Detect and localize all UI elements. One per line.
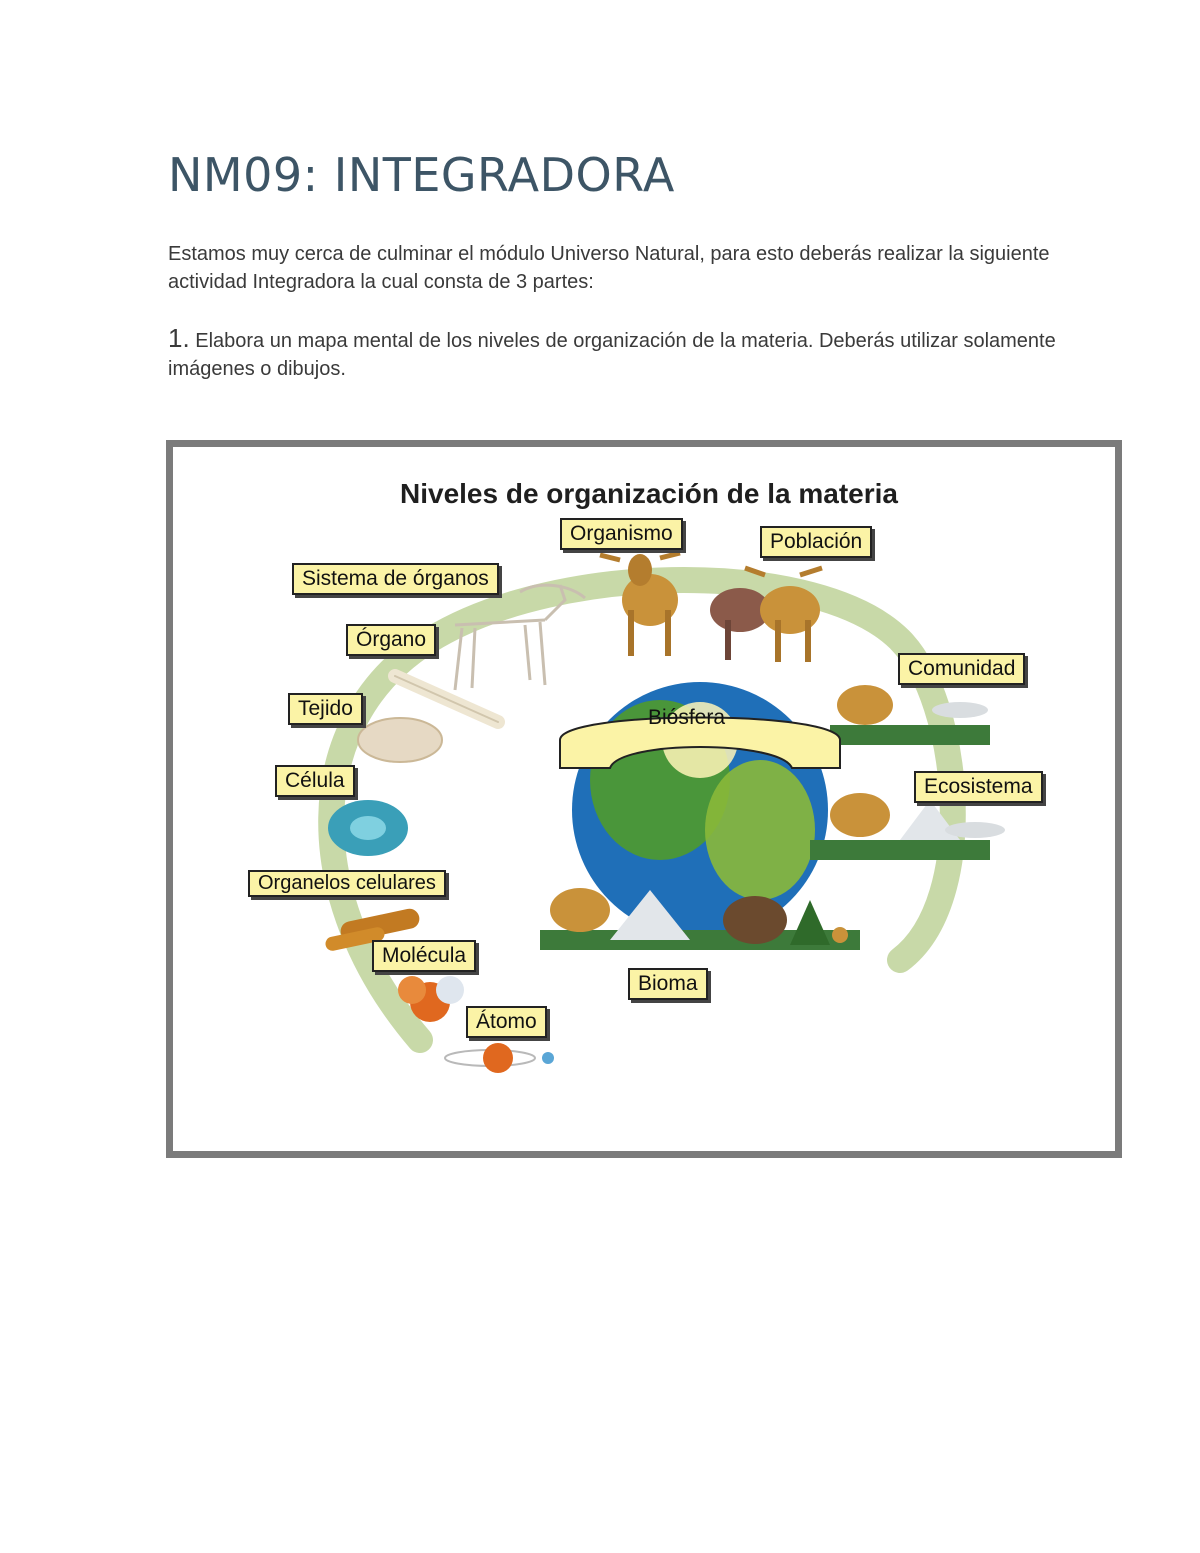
- community-scene-icon: [830, 685, 990, 745]
- label-ecosistema: Ecosistema: [914, 771, 1043, 803]
- label-atomo: Átomo: [466, 1006, 547, 1038]
- tissue-icon: [358, 718, 442, 762]
- task-number: 1.: [168, 323, 190, 353]
- label-organo: Órgano: [346, 624, 436, 656]
- intro-paragraph: Estamos muy cerca de culminar el módulo Universo Natural, para esto deberás realizar la siguiente actividad Integradora la cual consta de 3 partes:: [168, 243, 1050, 293]
- ecosystem-scene-icon: [810, 793, 1005, 860]
- bone-icon: [395, 676, 498, 722]
- label-biosfera: Biósfera: [648, 706, 726, 729]
- label-poblacion: Población: [760, 526, 872, 558]
- cell-icon: [328, 800, 408, 856]
- label-celula: Célula: [275, 765, 355, 797]
- label-tejido: Tejido: [288, 693, 363, 725]
- task-text: Elabora un mapa mental de los niveles de organización de la materia. Deberás utilizar solamente imágenes o dibujos.: [168, 330, 1056, 380]
- label-bioma: Bioma: [628, 968, 708, 1000]
- label-organismo: Organismo: [560, 518, 683, 550]
- label-comunidad: Comunidad: [898, 653, 1025, 685]
- label-sistema-de-organos: Sistema de órganos: [292, 563, 499, 595]
- label-organelos-celulares: Organelos celulares: [248, 870, 446, 897]
- atom-icon: [445, 1043, 554, 1073]
- page-title: NM09: INTEGRADORA: [168, 148, 675, 202]
- label-molecula: Molécula: [372, 940, 476, 972]
- diagram-title: Niveles de organización de la materia: [400, 478, 898, 509]
